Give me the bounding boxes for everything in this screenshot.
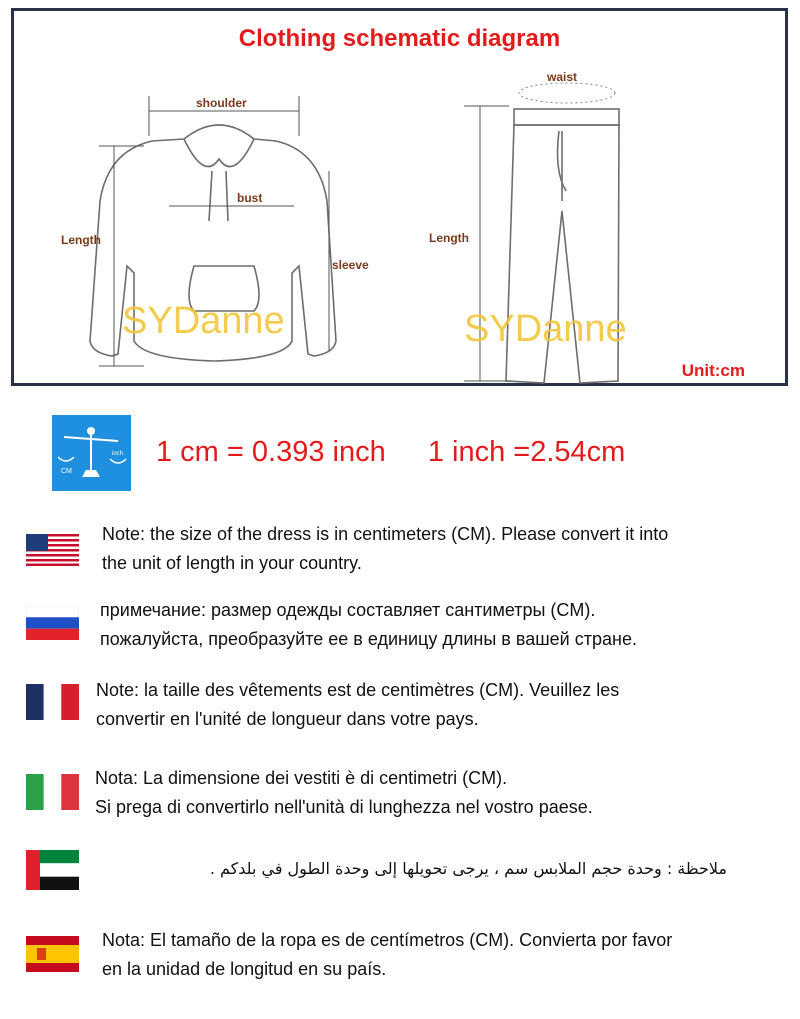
usa-flag-icon xyxy=(26,534,79,566)
note-france-line1: Note: la taille des vêtements est de centimètres (CM). Veuillez les xyxy=(96,680,620,700)
note-spain-line1: Nota: El tamaño de la ropa es de centímetros (CM). Convierta por favor xyxy=(102,930,673,950)
note-italy-line1: Nota: La dimensione dei vestiti è di centimetri (CM). xyxy=(95,768,508,788)
note-russia-line2: пожалуйста, преобразуйте ее в единицу длины в вашей стране. xyxy=(100,629,637,649)
shoulder-label: shoulder xyxy=(196,96,247,110)
note-usa-line2: the unit of length in your country. xyxy=(102,553,362,573)
diagram-drawing xyxy=(14,11,791,389)
watermark-right: SYDanne xyxy=(464,308,627,350)
note-usa-line1: Note: the size of the dress is in centimeters (CM). Please convert it into xyxy=(102,524,669,544)
note-usa xyxy=(0,520,800,590)
note-italy-text xyxy=(95,764,593,822)
note-spain-text xyxy=(102,926,672,984)
note-uae-text xyxy=(97,854,727,883)
length-label-top: Length xyxy=(61,233,101,247)
unit-label: Unit:cm xyxy=(681,361,745,380)
note-france-text xyxy=(96,676,619,734)
note-russia-text xyxy=(100,596,637,654)
italy-flag-icon xyxy=(26,774,79,810)
note-spain xyxy=(0,924,800,994)
france-flag-icon xyxy=(26,684,79,720)
note-russia xyxy=(0,594,800,664)
note-russia-line1: примечание: размер одежды составляет сантиметры (CM). xyxy=(100,600,596,620)
note-italy-line2: Si prega di convertirlo nell'unità di lunghezza nel vostro paese. xyxy=(95,797,593,817)
sleeve-label: sleeve xyxy=(332,258,369,272)
cm-to-inch: 1 cm = 0.393 inch xyxy=(156,436,386,468)
russia-flag-icon xyxy=(26,606,79,640)
note-italy xyxy=(0,762,800,832)
note-france-line2: convertir en l'unité de longueur dans votre pays. xyxy=(96,709,479,729)
inch-to-cm: 1 inch =2.54cm xyxy=(427,436,626,468)
diagram-title: Clothing schematic diagram xyxy=(238,25,561,52)
bust-label: bust xyxy=(237,191,263,205)
watermark-left: SYDanne xyxy=(122,300,285,342)
conversion-text xyxy=(156,436,625,469)
clothing-diagram xyxy=(11,8,788,386)
waist-ellipse xyxy=(519,83,615,103)
note-france xyxy=(0,674,800,744)
scale-icon xyxy=(52,415,131,491)
note-uae xyxy=(0,846,800,916)
icon-cm-text: CM xyxy=(61,468,72,475)
note-usa-text xyxy=(102,520,668,578)
length-label-pants: Length xyxy=(429,231,469,245)
note-uae-line1: ملاحظة : وحدة حجم الملابس سم ، يرجى تحويلها إلى وحدة الطول في بلدكم . xyxy=(209,859,727,878)
spain-flag-icon xyxy=(26,936,79,972)
uae-flag-icon xyxy=(26,850,79,890)
note-spain-line2: en la unidad de longitud en su país. xyxy=(102,959,387,979)
icon-inch-text: inch xyxy=(112,451,124,457)
waist-label: waist xyxy=(547,70,578,84)
